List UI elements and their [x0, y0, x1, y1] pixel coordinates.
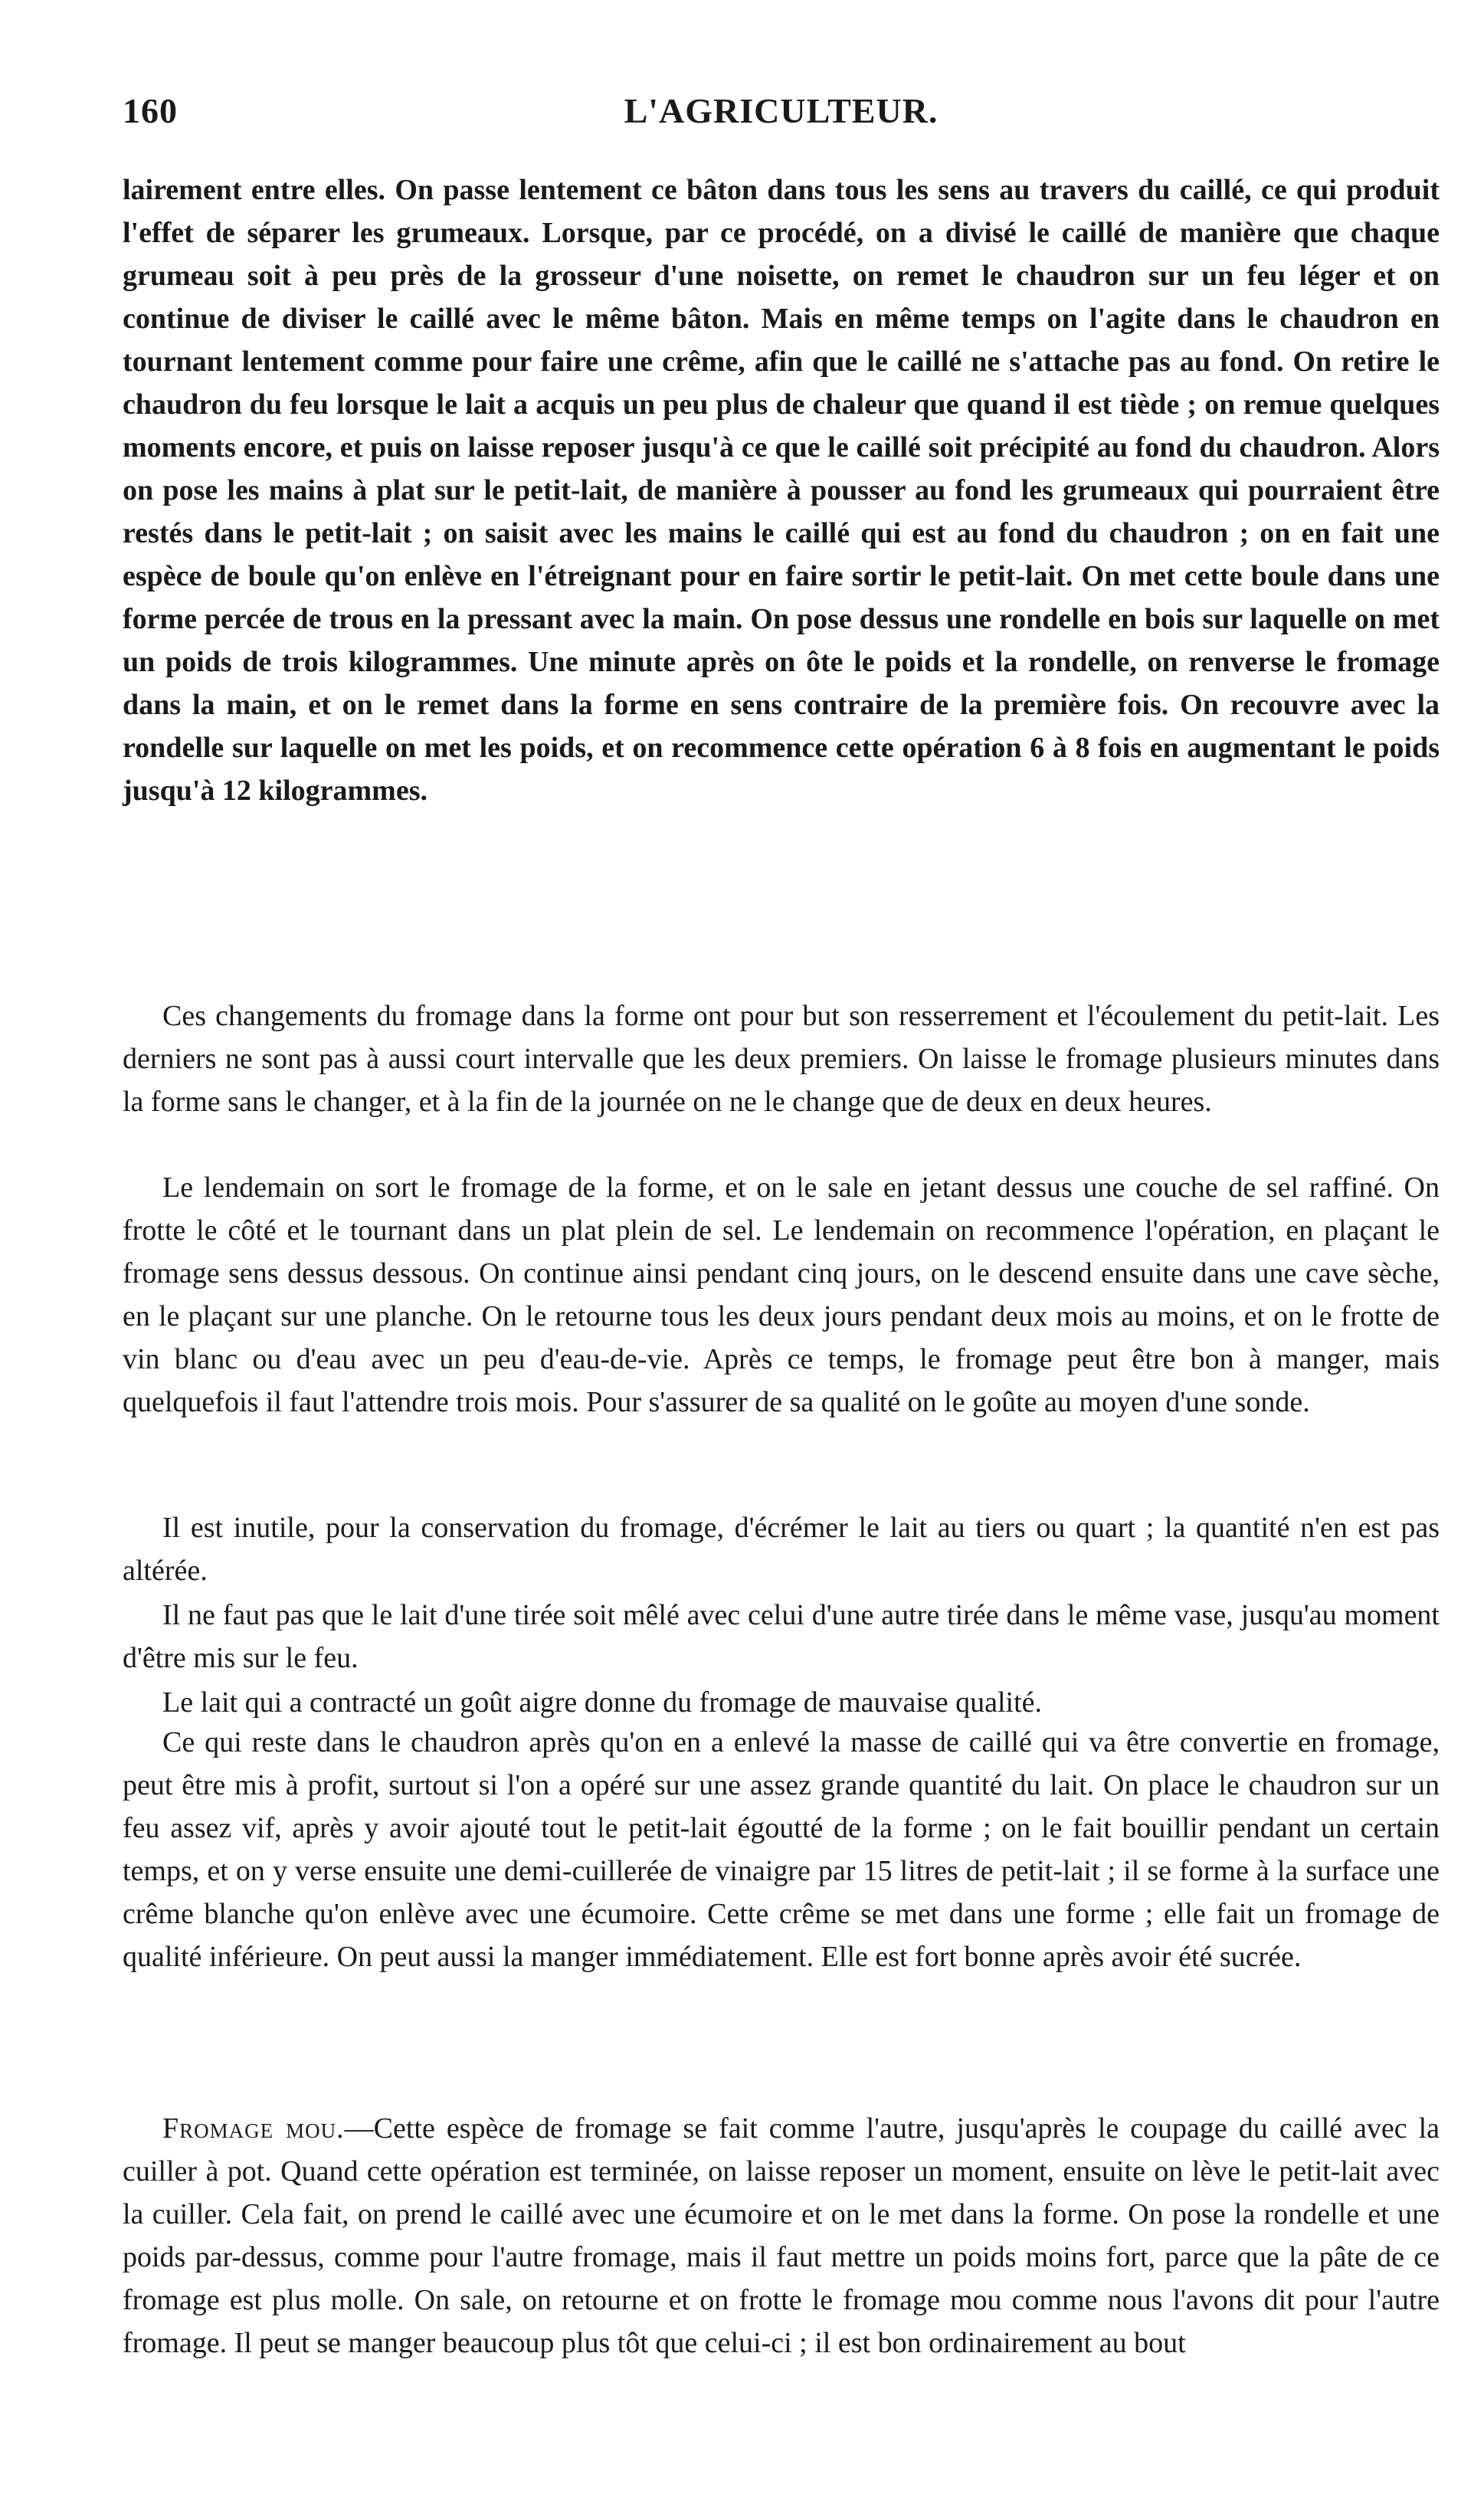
paragraph-tiree: Il ne faut pas que le lait d'une tirée soit mêlé avec celui d'une autre tirée dans le même vase, jusqu'au moment d'être mis sur le feu. [123, 1599, 1440, 1674]
paragraph-gout-aigre: Le lait qui a contracté un goût aigre donne du fromage de mauvaise qualité. [162, 1686, 1043, 1719]
paragraph-petit-lait: Ce qui reste dans le chaudron après qu'on en a enlevé la masse de caillé qui va être convertie en fromage, peut être mis à profit, surtout si l'on a opéré sur une assez grande quantité du lait. On place le chaudron sur un feu assez vif, après y avoir ajouté tout le petit-lait égoutté de la forme ; on le fait bouillir pendant un certain temps, et on y verse ensuite une demi-cuillerée de vinaigre par 15 litres de petit-lait ; il se forme à la surface une crême blanche qu'on enlève avec une écumoire. Cette crême se met dans une forme ; elle fait un fromage de qualité inférieure. On peut aussi la manger immédiatement. Elle est fort bonne après avoir été sucrée. [123, 1726, 1440, 1973]
section-heading: Fromage mou. [162, 2112, 345, 2145]
running-head [123, 90, 1440, 136]
paragraph-continued: lairement entre elles. On passe lentement ce bâton dans tous les sens au travers du caillé, ce qui produit l'effet de séparer les grumeaux. Lorsque, par ce procédé, on a divisé le caillé de manière que chaque grumeau soit à peu près de la grosseur d'une noisette, on remet le chaudron sur un feu léger et on continue de diviser le caillé avec le même bâton. Mais en même temps on l'agite dans le chaudron en tournant lentement comme pour faire une crême, afin que le caillé ne s'attache pas au fond. On retire le chaudron du feu lorsque le lait a acquis un peu plus de chaleur que quand il est tiède ; on remue quelques moments encore, et puis on laisse reposer jusqu'à ce que le caillé soit précipité au fond du chaudron. Alors on pose les mains à plat sur le petit-lait, de manière à pousser au fond les grumeaux qui pourraient être restés dans le petit-lait ; on saisit avec les mains le caillé qui est au fond du chaudron ; on en fait une espèce de boule qu'on enlève en l'étreignant pour en faire sortir le petit-lait. On met cette boule dans une forme percée de trous en la pressant avec la main. On pose dessus une rondelle en bois sur laquelle on met un poids de trois kilogrammes. Une minute après on ôte le poids et la rondelle, on renverse le fromage dans la main, et on le remet dans la forme en sens contraire de la première fois. On recouvre avec la rondelle sur laquelle on met les poids, et on recommence cette opération 6 à 8 fois en augmentant le poids jusqu'à 12 kilogrammes. [123, 174, 1440, 807]
paragraph-fromage-mou [123, 2107, 1440, 2364]
section-text: —Cette espèce de fromage se fait comme l'autre, jusqu'après le coupage du caillé avec la cuiller à pot. Quand cette opération est terminée, on laisse reposer un moment, ensuite on lève le petit-lait avec la cuiller. Cela fait, on prend le caillé avec une écumoire et on le met dans la forme. On pose la rondelle et une poids par-dessus, comme pour l'autre fromage, mais il faut mettre un poids moins fort, parce que la pâte de ce fromage est plus molle. On sale, on retourne et on frotte le fromage mou comme nous l'avons dit pour l'autre fromage. Il peut se manger beaucoup plus tôt que celui-ci ; il est bon ordinairement au bout [123, 2112, 1440, 2359]
running-title: L'AGRICULTEUR. [624, 91, 939, 130]
paragraph-inutile: Il est inutile, pour la conservation du fromage, d'écrémer le lait au tiers ou quart ; la quantité n'en est pas altérée. [123, 1512, 1440, 1587]
paragraph-changements: Ces changements du fromage dans la forme ont pour but son resserrement et l'écoulement du petit-lait. Les derniers ne sont pas à aussi court intervalle que les deux premiers. On laisse le fromage plusieurs minutes dans la forme sans le changer, et à la fin de la journée on ne le change que de deux en deux heures. [123, 1000, 1440, 1118]
paragraph-lendemain: Le lendemain on sort le fromage de la forme, et on le sale en jetant dessus une couche de sel raffiné. On frotte le côté et le tournant dans un plat plein de sel. Le lendemain on recommence l'opération, en plaçant le fromage sens dessus dessous. On continue ainsi pendant cinq jours, on le descend ensuite dans une cave sèche, en le plaçant sur une planche. On le retourne tous les deux jours pendant deux mois au moins, et on le frotte de vin blanc ou d'eau avec un peu d'eau-de-vie. Après ce temps, le fromage peut être bon à manger, mais quelquefois il faut l'attendre trois mois. Pour s'assurer de sa qualité on le goûte au moyen d'une sonde. [123, 1172, 1440, 1418]
page-number: 160 [123, 91, 178, 130]
